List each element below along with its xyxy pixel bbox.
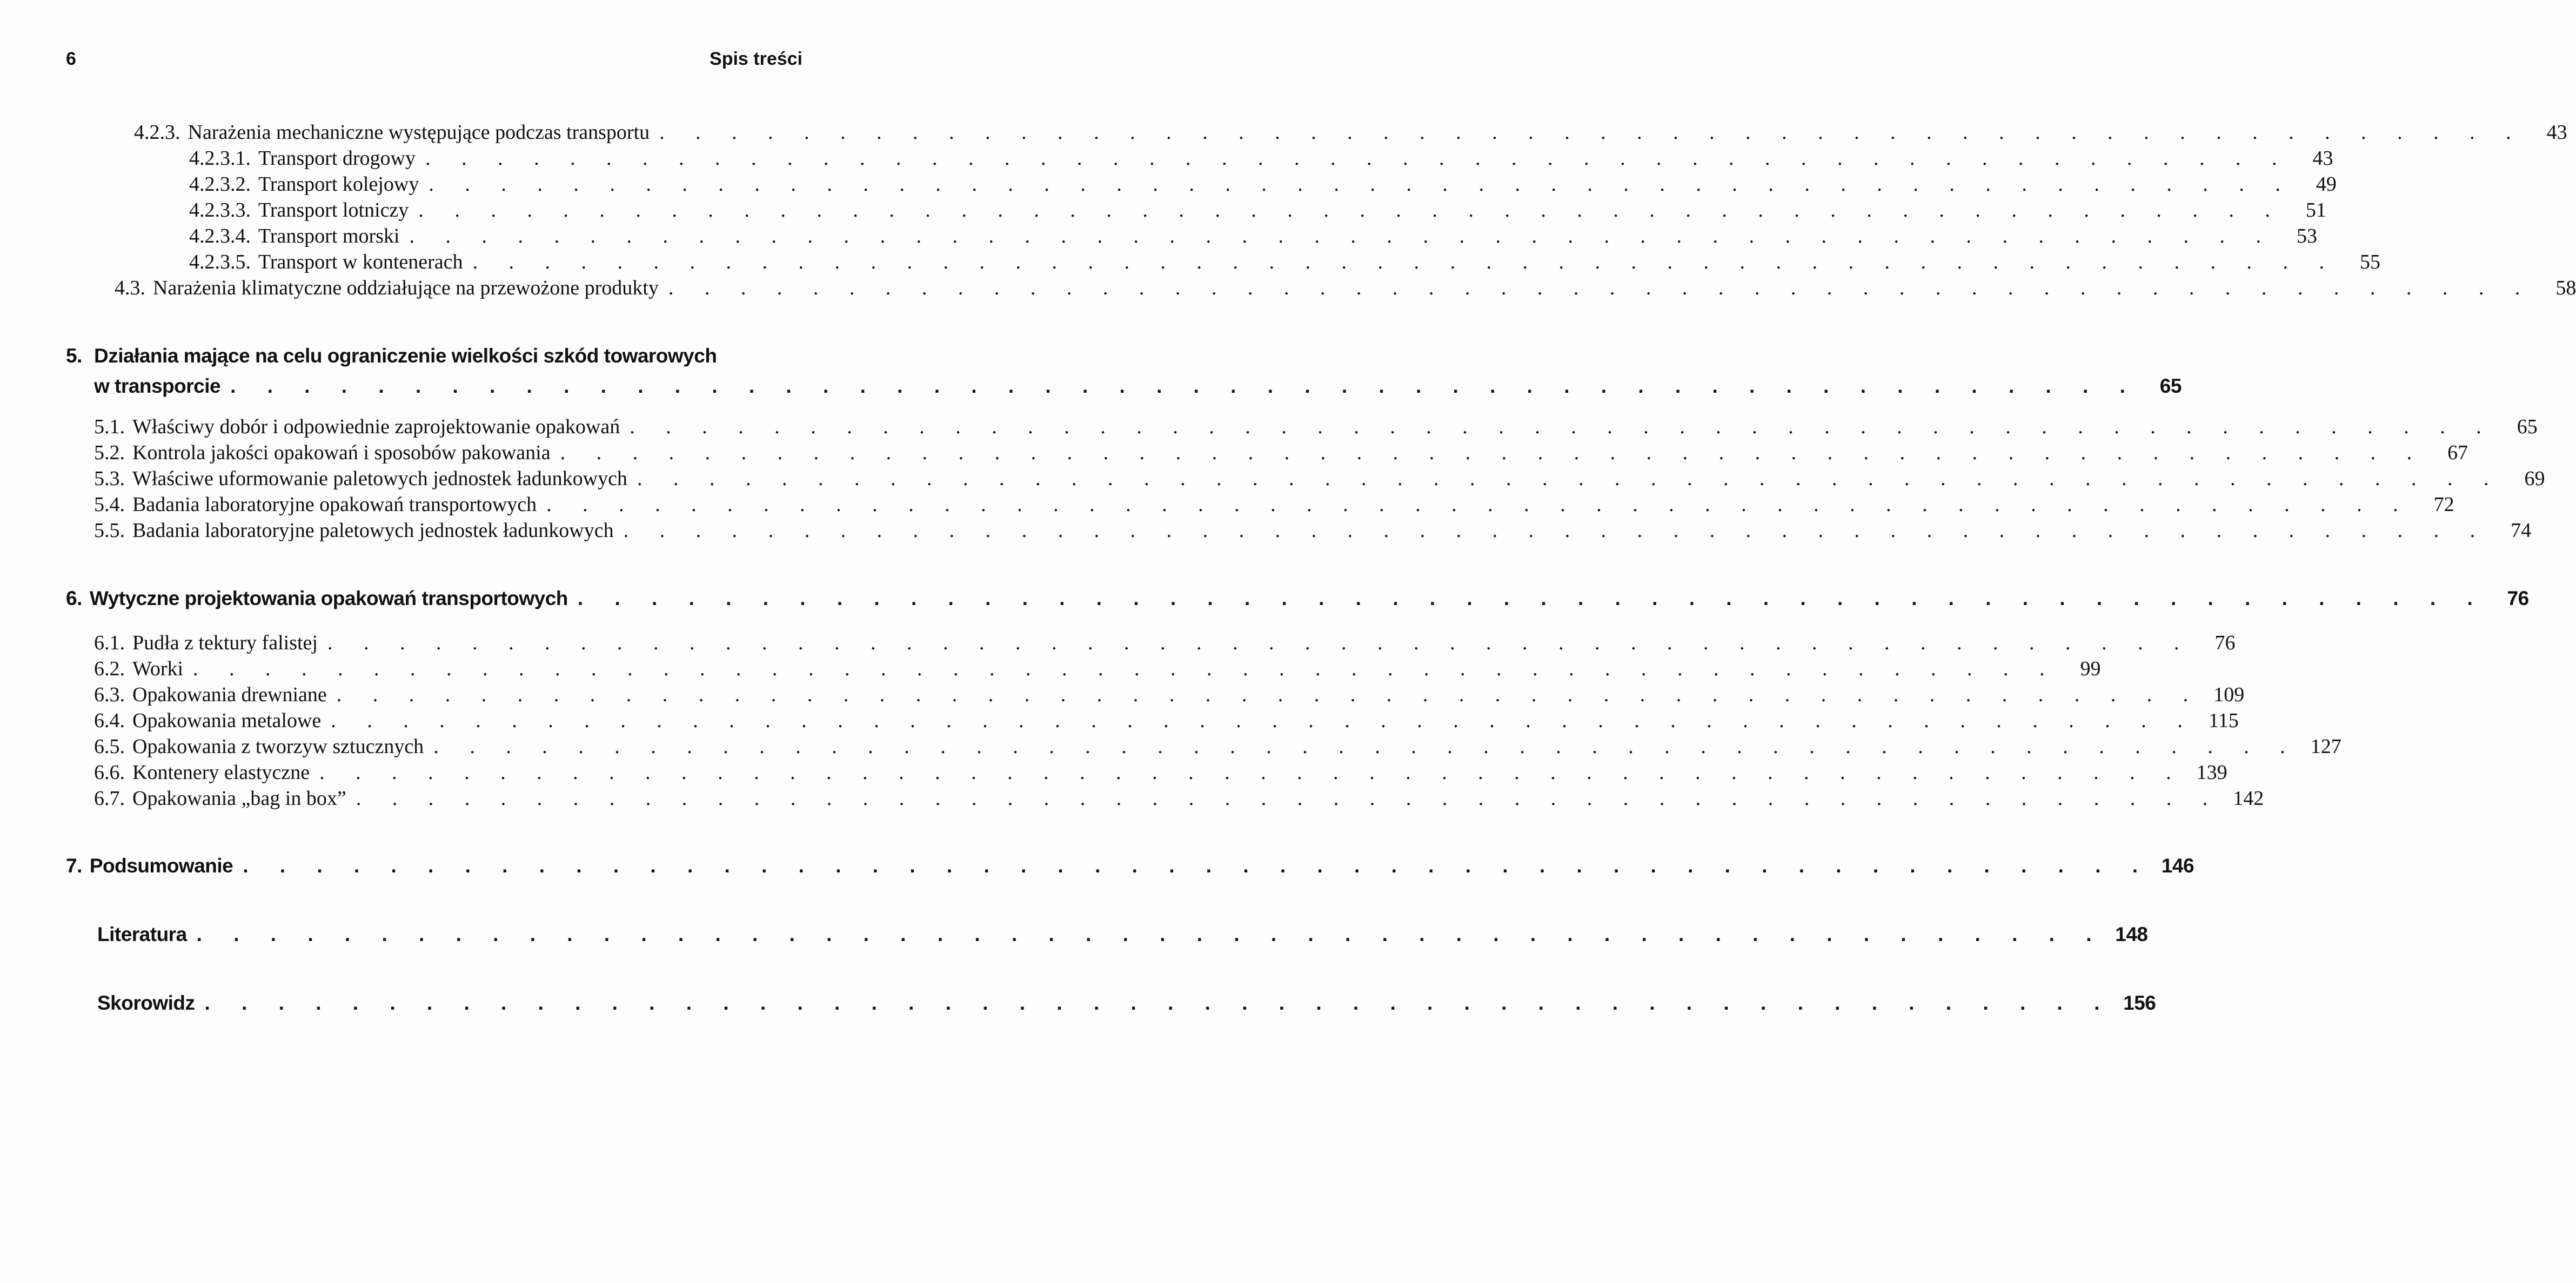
toc-title: Literatura [97, 923, 187, 945]
toc-leader: . . . . . . . . . . . . . . . . . . . . . . . . . . . . . . . . . . . . . . . . . . . . . . . . . . . . [418, 199, 2283, 221]
toc-title: Podsumowanie [89, 855, 233, 877]
toc-number: 4.2.3. [134, 121, 180, 144]
toc-entry[interactable] [189, 248, 2381, 276]
toc-title: Transport drogowy [258, 147, 416, 170]
toc-leader: . . . . . . . . . . . . . . . . . . . . . . . . . . . . . . . . . . . . . . . . . . . . . . . . . . . . [327, 632, 2192, 654]
toc-page: 49 [2316, 173, 2337, 196]
toc-entry[interactable] [94, 629, 2236, 656]
toc-chapter-entry[interactable] [66, 345, 82, 367]
toc-entry[interactable] [134, 119, 2567, 146]
toc-number: 6.4. [94, 709, 125, 732]
toc-leader: . . . . . . . . . . . . . . . . . . . . . . . . . . . . . . . . . . . . . . . . . . . . . . . . . . . . [659, 121, 2524, 144]
toc-page: 43 [2546, 121, 2567, 144]
toc-leader: . . . . . . . . . . . . . . . . . . . . . . . . . . . . . . . . . . . . . . . . . . . . . . . . . . . . [429, 173, 2293, 196]
toc-leader: . . . . . . . . . . . . . . . . . . . . . . . . . . . . . . . . . . . . . . . . . . . . . . . . . . . . [243, 855, 2151, 877]
toc-page: 72 [2433, 493, 2454, 516]
toc-chapter-entry[interactable] [97, 990, 2156, 1017]
toc-chapter-entry[interactable] [66, 852, 2194, 879]
toc-page: 76 [2507, 587, 2529, 609]
toc-leader: . . . . . . . . . . . . . . . . . . . . . . . . . . . . . . . . . . . . . . . . . . . . . . . . . . . . [425, 147, 2290, 170]
toc-page: 74 [2511, 519, 2532, 542]
toc-title: Transport morski [258, 225, 400, 247]
toc-page: 51 [2305, 199, 2326, 221]
toc-entry[interactable] [94, 655, 2101, 682]
toc-number: 5.3. [94, 467, 125, 490]
toc-number: 6.2. [94, 657, 125, 680]
toc-title: Transport kolejowy [258, 173, 419, 196]
toc-number: 4.2.3.2. [189, 173, 251, 196]
toc-title: Narażenia mechaniczne występujące podczas transportu [188, 121, 650, 144]
toc-number: 4.2.3.3. [189, 199, 251, 221]
toc-leader: . . . . . . . . . . . . . . . . . . . . . . . . . . . . . . . . . . . . . . . . . . . . . . . . . . . . [230, 375, 2138, 397]
toc-title: Transport w kontenerach [258, 251, 463, 273]
toc-entry[interactable] [115, 274, 2576, 301]
toc-title: Badania laboratoryjne paletowych jednostek ładunkowych [132, 519, 614, 542]
toc-chapter-entry[interactable] [97, 921, 2148, 948]
toc-page: 115 [2209, 709, 2239, 732]
toc-number: 5.5. [94, 519, 125, 542]
toc-title: Opakowania z tworzyw sztucznych [132, 735, 424, 758]
toc-title: Opakowania drewniane [132, 683, 327, 706]
toc-title: Badania laboratoryjne opakowań transportowych [132, 493, 537, 516]
toc-number: 4.3. [115, 277, 145, 299]
toc-leader: . . . . . . . . . . . . . . . . . . . . . . . . . . . . . . . . . . . . . . . . . . . . . . . . . . . . [409, 225, 2274, 247]
toc-title: Właściwy dobór i odpowiednie zaprojektowanie opakowań [132, 415, 620, 438]
toc-title: w transporcie [94, 375, 221, 397]
toc-leader: . . . . . . . . . . . . . . . . . . . . . . . . . . . . . . . . . . . . . . . . . . . . . . . . . . . . [472, 251, 2338, 273]
toc-number: 5. [66, 345, 82, 367]
toc-number: 5.1. [94, 415, 125, 438]
toc-number: 6.7. [94, 787, 125, 810]
toc-leader: . . . . . . . . . . . . . . . . . . . . . . . . . . . . . . . . . . . . . . . . . . . . . . . . . . . . [319, 761, 2184, 784]
toc-page: 65 [2517, 415, 2538, 438]
toc-title: Pudła z tektury falistej [132, 632, 318, 654]
toc-number: 4.2.3.4. [189, 225, 251, 247]
toc-page: 58 [2555, 277, 2576, 299]
toc-entry[interactable] [94, 681, 2245, 708]
toc-page: 55 [2360, 251, 2381, 273]
toc-leader: . . . . . . . . . . . . . . . . . . . . . . . . . . . . . . . . . . . . . . . . . . . . . . . . . . . . [196, 923, 2105, 945]
toc-entry[interactable] [189, 197, 2326, 224]
toc-number: 6. [66, 587, 82, 609]
toc-leader: . . . . . . . . . . . . . . . . . . . . . . . . . . . . . . . . . . . . . . . . . . . . . . . . . . . . [331, 709, 2196, 732]
toc-entry[interactable] [94, 413, 2538, 440]
toc-entry[interactable] [94, 759, 2227, 786]
toc-leader: . . . . . . . . . . . . . . . . . . . . . . . . . . . . . . . . . . . . . . . . . . . . . . . . . . . . [560, 441, 2425, 464]
toc-leader: . . . . . . . . . . . . . . . . . . . . . . . . . . . . . . . . . . . . . . . . . . . . . . . . . . . . [336, 683, 2202, 706]
toc-leader: . . . . . . . . . . . . . . . . . . . . . . . . . . . . . . . . . . . . . . . . . . . . . . . . . . . . [193, 657, 2058, 680]
page-number: 6 [66, 49, 76, 69]
toc-title: Narażenia klimatyczne oddziałujące na przewożone produkty [153, 277, 659, 299]
toc-entry[interactable] [94, 733, 2341, 760]
toc-number: 6.5. [94, 735, 125, 758]
toc-title: Wytyczne projektowania opakowań transportowych [89, 587, 568, 609]
toc-page: 53 [2296, 225, 2317, 247]
toc-title: Opakowania metalowe [132, 709, 322, 732]
toc-entry[interactable] [189, 145, 2333, 172]
toc-page: 139 [2196, 761, 2227, 784]
toc-title: Kontenery elastyczne [132, 761, 310, 784]
toc-chapter-entry[interactable] [94, 373, 2182, 400]
toc-entry[interactable] [94, 465, 2545, 492]
toc-leader: . . . . . . . . . . . . . . . . . . . . . . . . . . . . . . . . . . . . . . . . . . . . . . . . . . . . [356, 787, 2221, 810]
toc-page: 109 [2213, 683, 2245, 706]
toc-page: 65 [2159, 375, 2182, 397]
toc-page: 142 [2233, 787, 2264, 810]
toc-page: 156 [2123, 992, 2156, 1014]
toc-number: 5.2. [94, 441, 125, 464]
toc-leader: . . . . . . . . . . . . . . . . . . . . . . . . . . . . . . . . . . . . . . . . . . . . . . . . . . . . [637, 467, 2502, 490]
toc-number: 5.4. [94, 493, 125, 516]
toc-chapter-title-line: Działania mające na celu ograniczenie wielkości szkód towarowych [94, 345, 717, 367]
toc-page: 99 [2080, 657, 2101, 680]
toc-title: Skorowidz [97, 992, 195, 1014]
toc-page: 127 [2310, 735, 2341, 758]
toc-title: Właściwe uformowanie paletowych jednostek ładunkowych [132, 467, 627, 490]
toc-entry[interactable] [94, 785, 2264, 812]
toc-number: 4.2.3.1. [189, 147, 251, 170]
running-header: Spis treści [710, 49, 802, 69]
toc-number: 6.1. [94, 632, 125, 654]
toc-leader: . . . . . . . . . . . . . . . . . . . . . . . . . . . . . . . . . . . . . . . . . . . . . . . . . . . . [630, 415, 2494, 438]
toc-leader: . . . . . . . . . . . . . . . . . . . . . . . . . . . . . . . . . . . . . . . . . . . . . . . . . . . . [204, 992, 2113, 1014]
toc-number: 6.6. [94, 761, 125, 784]
toc-page: 148 [2115, 923, 2148, 945]
toc-leader: . . . . . . . . . . . . . . . . . . . . . . . . . . . . . . . . . . . . . . . . . . . . . . . . . . . . [433, 735, 2298, 758]
toc-page: 67 [2447, 441, 2468, 464]
toc-entry[interactable] [94, 491, 2454, 518]
toc-title: Kontrola jakości opakowań i sposobów pakowania [132, 441, 551, 464]
toc-title: Worki [132, 657, 184, 680]
toc-entry[interactable] [94, 707, 2239, 734]
toc-entry[interactable] [189, 223, 2317, 250]
toc-leader: . . . . . . . . . . . . . . . . . . . . . . . . . . . . . . . . . . . . . . . . . . . . . . . . . . . . [546, 493, 2411, 516]
toc-entry[interactable] [189, 171, 2337, 198]
toc-page: 76 [2214, 632, 2236, 654]
toc-page: 69 [2524, 467, 2545, 490]
toc-entry[interactable] [94, 517, 2532, 544]
toc-entry[interactable] [94, 439, 2468, 466]
toc-number: 7. [66, 855, 82, 877]
toc-title: Opakowania „bag in box” [132, 787, 346, 810]
toc-leader: . . . . . . . . . . . . . . . . . . . . . . . . . . . . . . . . . . . . . . . . . . . . . . . . . . . . [577, 587, 2486, 609]
toc-page: 43 [2312, 147, 2333, 170]
toc-number: 4.2.3.5. [189, 251, 251, 273]
toc-number: 6.3. [94, 683, 125, 706]
toc-chapter-entry[interactable] [66, 585, 2529, 612]
toc-leader: . . . . . . . . . . . . . . . . . . . . . . . . . . . . . . . . . . . . . . . . . . . . . . . . . . . . [623, 519, 2488, 542]
toc-leader: . . . . . . . . . . . . . . . . . . . . . . . . . . . . . . . . . . . . . . . . . . . . . . . . . . . . [668, 277, 2533, 299]
toc-title: Transport lotniczy [258, 199, 409, 221]
toc-page: 146 [2161, 855, 2194, 877]
